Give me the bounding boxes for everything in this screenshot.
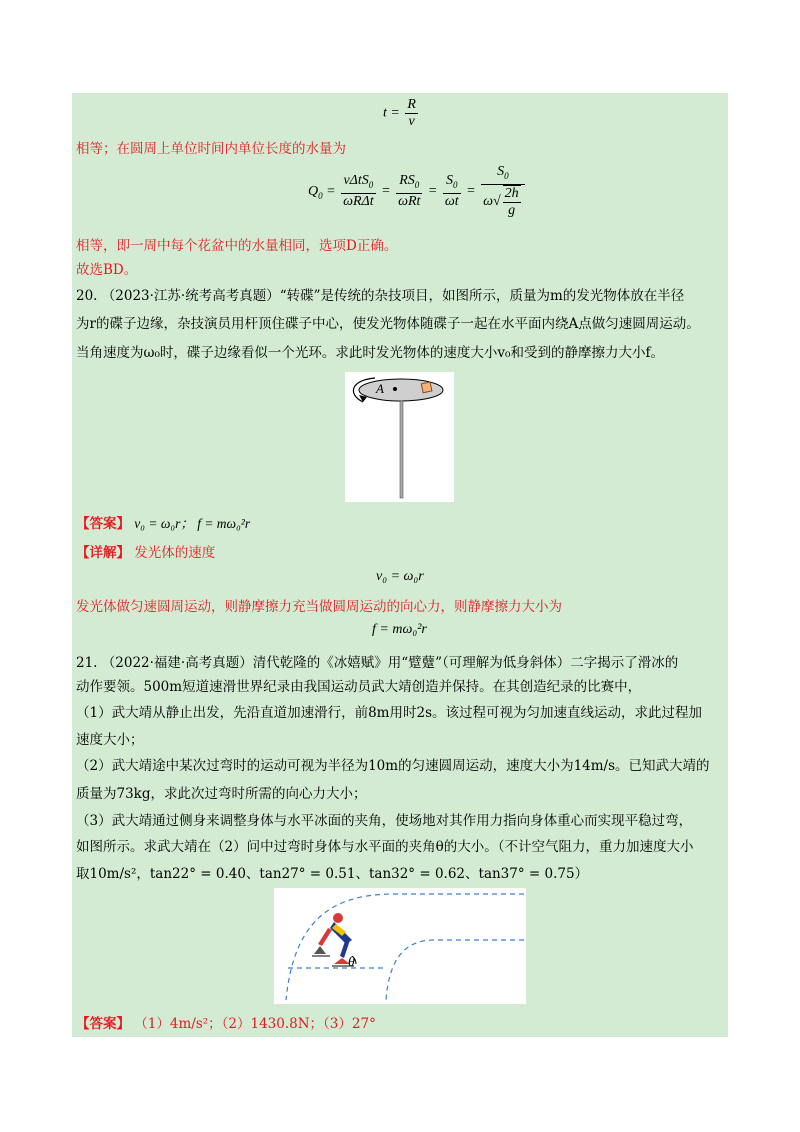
- q21-line3: （1）武大靖从静止出发，先沿直道加速滑行，前8m用时2s。该过程可视为匀加速直线运动，求此过程加: [76, 705, 702, 721]
- detail-tag: 【详解】: [76, 545, 130, 561]
- q21-line8: 如图所示。求武大靖在（2）问中过弯时身体与水平面的夹角θ的大小。（不计空气阻力，重力加速度大小: [76, 839, 694, 855]
- spinning-plate-drawing: [345, 372, 454, 502]
- fig2-label-theta: θ: [348, 955, 355, 970]
- formula-v0: v₀ = ω₀r: [376, 569, 424, 584]
- text-centripetal: 发光体做匀速圆周运动，则静摩擦力充当做圆周运动的向心力，则静摩擦力大小为: [76, 599, 562, 615]
- q21-line1: 21. （2022·福建·高考真题）清代乾隆的《冰嬉赋》用“躄躠”（可理解为低身斜体）二字揭示了滑冰的: [76, 655, 679, 671]
- figure-spinning-plate: [345, 372, 454, 502]
- formula-q-lhs: $Q_0$ =: [308, 183, 336, 201]
- q21-line6: 质量为73kg，求此次过弯时所需的向心力大小；: [76, 786, 367, 802]
- formula-t: [383, 97, 420, 130]
- q20-line3: 当角速度为ω₀时，碟子边缘看似一个光环。求此时发光物体的速度大小v₀和受到的静摩擦力大小f。: [76, 345, 664, 361]
- figure-speed-skater: [274, 888, 526, 1004]
- detail20-line: [76, 543, 215, 563]
- formula-q-f3-num: S: [446, 173, 453, 188]
- formula-t-den: v: [408, 114, 415, 129]
- formula-q-f3-den: ωt: [444, 193, 459, 209]
- q21-line4: 速度大小；: [76, 732, 144, 748]
- answer-tag: 【答案】: [76, 516, 130, 532]
- speed-skater-drawing: [274, 888, 526, 1004]
- q20-line2: 为r的碟子边缘，杂技演员用杆顶住碟子中心，使发光物体随碟子一起在水平面内绕A点做匀速圆周运动。: [76, 316, 700, 332]
- answer20-line: [76, 514, 250, 534]
- q21-line9: 取10m/s²，tan22° = 0.40、tan27° = 0.51、tan32° = 0.62、tan37° = 0.75）: [76, 866, 589, 882]
- formula-q-f4-root-den: g: [508, 202, 516, 218]
- formula-t-lhs: t =: [383, 105, 400, 121]
- formula-q-f1-den: ωRΔt: [343, 193, 374, 209]
- answer21-text: （1）4m/s²；（2）1430.8N；（3）27°: [134, 1016, 376, 1032]
- answer21-line: [76, 1014, 376, 1034]
- q20-line1: 20. （2023·江苏·统考高考真题）“转碟”是传统的杂技项目，如图所示，质量为m的发光物体放在半径: [76, 288, 685, 304]
- text-line2: 相等，即一周中每个花盆中的水量相同，选项D正确。: [76, 238, 398, 254]
- fig1-label-a: A: [376, 381, 384, 396]
- formula-q-f2-den: ωRt: [398, 193, 421, 209]
- answer21-tag: 【答案】: [76, 1016, 130, 1032]
- q21-line5: （2）武大靖途中某次过弯时的运动可视为半径为10m的匀速圆周运动，速度大小为14m/s。已知武大靖的: [76, 758, 710, 774]
- answer20-text: v₀ = ω₀r； f = mω₀²r: [134, 516, 251, 531]
- detail20-text: 发光体的速度: [134, 545, 216, 561]
- formula-q: $Q_0$ = $\frac{v\Delta tS_0}{\text{ωRΔt}}$ = $\frac{RS_0}{\text{ωRt}}$ = $\frac{S_0}{\omega t}$ = $S_0$ ω√ $\frac{2h}{g}$: [308, 164, 527, 219]
- formula-q-f2-num: RS: [399, 173, 415, 188]
- text-line3: 故选BD。: [76, 262, 138, 278]
- formula-q-f4-num: S: [497, 164, 505, 179]
- formula-q-f4-root-num: 2h: [504, 185, 519, 201]
- q21-line2: 动作要领。500m短道速滑世界纪录由我国运动员武大靖创造并保持。在其创造纪录的比赛中，: [76, 679, 642, 695]
- formula-f: f = mω₀²r: [372, 622, 427, 637]
- q21-line7: （3）武大靖通过侧身来调整身体与水平冰面的夹角，使场地对其作用力指向身体重心而实现平稳过弯，: [76, 813, 693, 829]
- text-line1: 相等；在圆周上单位时间内单位长度的水量为: [76, 141, 346, 157]
- formula-q-f4-den-pre: ω: [483, 194, 493, 210]
- formula-q-f1-num: vΔtS: [343, 173, 369, 188]
- formula-t-num: R: [407, 97, 416, 112]
